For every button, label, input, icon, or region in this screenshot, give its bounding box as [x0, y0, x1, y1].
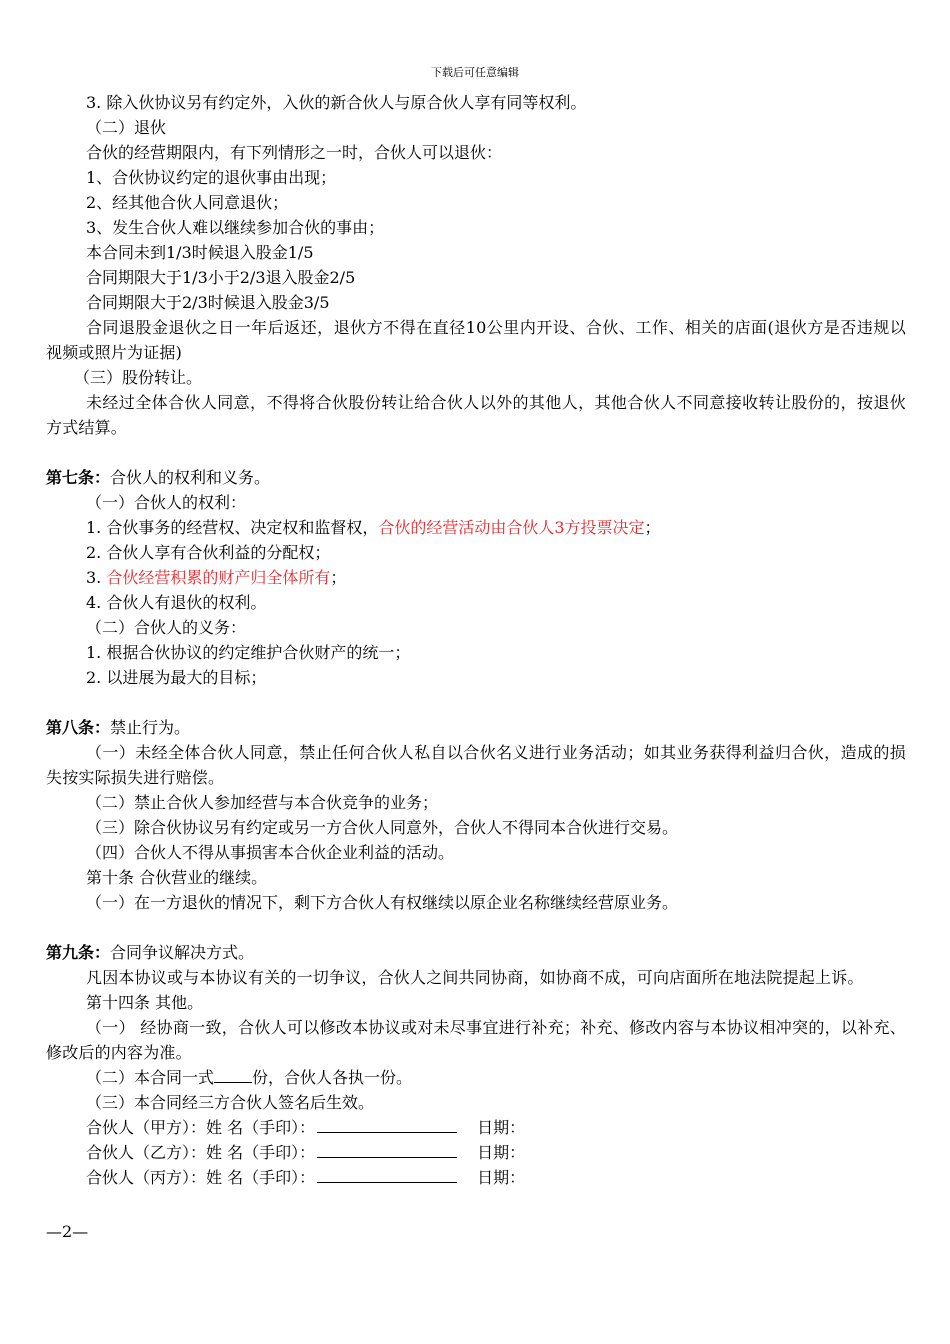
date-label: 日期： — [477, 1118, 526, 1137]
signature-label: 合伙人（丙方）：姓 名（手印）： — [86, 1168, 316, 1187]
paragraph: 未经过全体合伙人同意，不得将合伙股份转让给合伙人以外的其他人，其他合伙人不同意接收转让股份的，按退伙方式结算。 — [46, 393, 906, 437]
page-number: —2— — [46, 1222, 89, 1241]
copies-blank[interactable] — [214, 1065, 252, 1083]
list-item: 2、经其他合伙人同意退伙； — [86, 193, 289, 212]
article-heading — [46, 940, 906, 965]
list-item: 1、合伙协议约定的退伙事由出现； — [86, 168, 337, 187]
paragraph: 合同期限大于1/3小于2/3退入股金2/5 — [86, 268, 356, 287]
signature-row — [46, 1140, 906, 1165]
section-heading: （一）合伙人的权利： — [86, 493, 247, 512]
section-heading: （二）退伙 — [86, 118, 167, 137]
signature-label: 合伙人（甲方）：姓 名（手印）： — [86, 1118, 316, 1137]
section-heading: （三）股份转让。 — [74, 368, 203, 387]
paragraph: 合同期限大于2/3时候退入股金3/5 — [86, 293, 330, 312]
paragraph: 3. 除入伙协议另有约定外，入伙的新合伙人与原合伙人享有同等权利。 — [86, 93, 587, 112]
article-title: 合同争议解决方式。 — [110, 943, 255, 962]
section-heading: 第十四条 其他。 — [86, 993, 204, 1012]
paragraph: 合同退股金退伙之日一年后返还，退伙方不得在直径10公里内开设、合伙、工作、相关的店面(退伙方是否违规以视频或照片为证据) — [46, 318, 906, 362]
paragraph: （一） 经协商一致，合伙人可以修改本协议或对未尽事宜进行补充；补充、修改内容与本协议相冲突的，以补充、修改后的内容为准。 — [46, 1018, 906, 1062]
section-heading: 第十条 合伙营业的继续。 — [86, 868, 268, 887]
page-header: 下载后可任意编辑 — [431, 66, 519, 79]
article-number: 第八条： — [46, 718, 111, 737]
paragraph: （三）除合伙协议另有约定或另一方合伙人同意外，合伙人不得同本合伙进行交易。 — [86, 818, 679, 837]
paragraph: 合伙的经营期限内，有下列情形之一时，合伙人可以退伙： — [86, 143, 503, 162]
article-title: 合伙人的权利和义务。 — [110, 468, 271, 487]
article-heading — [46, 465, 906, 490]
list-item — [46, 515, 906, 540]
paragraph-text: （二）本合同一式 — [86, 1068, 215, 1087]
paragraph: 凡因本协议或与本协议有关的一切争议，合伙人之间共同协商，如协商不成，可向店面所在地法院提起上诉。 — [86, 968, 864, 987]
highlighted-text: 合伙经营积累的财产归全体所有 — [106, 568, 331, 587]
signature-field[interactable] — [317, 1115, 457, 1133]
paragraph: （三）本合同经三方合伙人签名后生效。 — [86, 1093, 375, 1112]
paragraph: 本合同未到1/3时候退入股金1/5 — [86, 243, 314, 262]
signature-field[interactable] — [317, 1165, 457, 1183]
list-item — [46, 565, 906, 590]
signature-label: 合伙人（乙方）：姓 名（手印）： — [86, 1143, 316, 1162]
signature-row — [46, 1115, 906, 1140]
article-number: 第九条： — [46, 943, 111, 962]
list-item: 3、发生合伙人难以继续参加合伙的事由； — [86, 218, 385, 237]
paragraph-text: 份，合伙人各执一份。 — [252, 1068, 413, 1087]
list-item-text: 1. 合伙事务的经营权、决定权和监督权， — [86, 518, 379, 537]
article-title: 禁止行为。 — [110, 718, 191, 737]
paragraph — [46, 1065, 906, 1090]
list-item: 2. 合伙人享有合伙利益的分配权； — [86, 543, 331, 562]
date-label: 日期： — [477, 1168, 526, 1187]
signature-row — [46, 1165, 906, 1190]
document-body — [46, 90, 906, 1190]
punctuation: ； — [644, 518, 661, 537]
list-item-number: 3. — [86, 568, 107, 587]
article-number: 第七条： — [46, 468, 111, 487]
date-label: 日期： — [477, 1143, 526, 1162]
paragraph: （一）在一方退伙的情况下，剩下方合伙人有权继续以原企业名称继续经营原业务。 — [86, 893, 679, 912]
article-heading — [46, 715, 906, 740]
paragraph: （四）合伙人不得从事损害本合伙企业利益的活动。 — [86, 843, 455, 862]
list-item: 1. 根据合伙协议的约定维护合伙财产的统一； — [86, 643, 411, 662]
list-item: 2. 以进展为最大的目标； — [86, 668, 267, 687]
signature-field[interactable] — [317, 1140, 457, 1158]
section-heading: （二）合伙人的义务： — [86, 618, 247, 637]
paragraph: （一）未经全体合伙人同意，禁止任何合伙人私自以合伙名义进行业务活动；如其业务获得利益归合伙，造成的损失按实际损失进行赔偿。 — [46, 743, 906, 787]
list-item: 4. 合伙人有退伙的权利。 — [86, 593, 267, 612]
paragraph: （二）禁止合伙人参加经营与本合伙竞争的业务； — [86, 793, 439, 812]
punctuation: ； — [330, 568, 347, 587]
highlighted-text: 合伙的经营活动由合伙人3方投票决定 — [378, 518, 645, 537]
